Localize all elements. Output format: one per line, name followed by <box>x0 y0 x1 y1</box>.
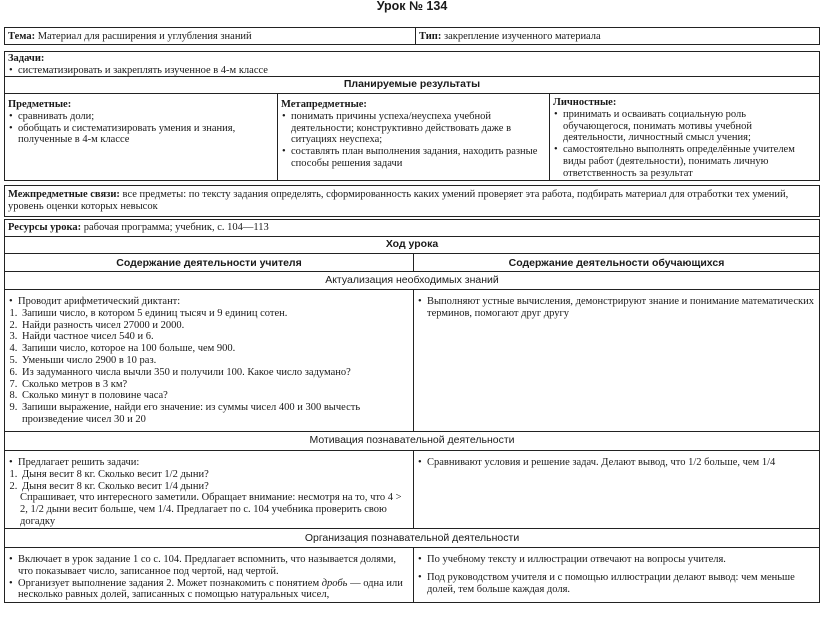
resources-value: рабочая программа; учебник, с. 104—113 <box>83 222 269 233</box>
dictation-list <box>8 308 410 426</box>
meta-item: • понимать причины успеха/неуспеха учебной деятельности; конструктивно действовать даже в ситуациях неуспеха; <box>281 111 546 146</box>
stage2-heading: Мотивация познавательной деятельности <box>309 434 515 446</box>
topic-cell <box>5 28 415 44</box>
interdisciplinary-row <box>4 185 820 217</box>
dictation-item: 3. Найди частное чисел 540 и 6. <box>20 331 410 343</box>
dictation-item: 5. Уменьши число 2900 в 10 раз. <box>20 355 410 367</box>
resources-cell <box>5 220 819 236</box>
tasks-label: Задачи: <box>8 53 45 64</box>
stage1-student-text: • Выполняют устные вычисления, демонстрируют знание и понимание математических терминов, помогают друг другу <box>417 296 816 320</box>
lesson-heading-row <box>4 237 820 254</box>
stage2-heading-row <box>4 432 820 451</box>
stage3-heading-row <box>4 529 820 548</box>
dictation-item: 4. Запиши число, которое на 100 больше, чем 900. <box>20 343 410 355</box>
stage1-student-cell <box>413 290 819 431</box>
subject-item: • сравнивать доли; <box>8 111 274 123</box>
dictation-item: 2. Найди разность чисел 27000 и 2000. <box>20 320 410 332</box>
resources-row <box>4 219 820 237</box>
stage2-student-text: • Сравнивают условия и решение задач. Делают вывод, что 1/2 больше, чем 1/4 <box>417 457 816 469</box>
problem-item: 1. Дыня весит 8 кг. Сколько весит 1/2 дыни? <box>20 469 410 481</box>
stage2-row <box>4 450 820 529</box>
type-label: Тип: <box>419 31 442 42</box>
tasks-item: • систематизировать и закреплять изученное в 4-м классе <box>8 65 816 76</box>
planned-heading-row <box>4 77 820 94</box>
dictation-item: 6. Из задуманного числа вычли 350 и получили 100. Какое число задумано? <box>20 367 410 379</box>
stage2-teacher-intro: • Предлагает решить задачи: <box>8 457 410 469</box>
term-drob: дробь <box>321 577 348 589</box>
type-cell <box>415 28 819 44</box>
stage3-teacher-item2-pre: Организует выполнение задания 2. Может познакомить с понятием <box>18 577 320 589</box>
subject-label: Предметные: <box>8 99 72 110</box>
stage3-student-item: • По учебному тексту и иллюстрации отвечают на вопросы учителя. <box>417 554 816 566</box>
interdisciplinary-cell <box>5 186 819 216</box>
meta-item: • составлять план выполнения задания, находить разные способы решения задачи <box>281 146 546 170</box>
dictation-item: 8. Сколько минут в половине часа? <box>20 390 410 402</box>
stage3-student-item: • Под руководством учителя и с помощью иллюстрации делают вывод: чем меньше долей, тем больше каждая доля. <box>417 572 816 596</box>
stage3-teacher-cell <box>5 548 413 602</box>
dictation-item: 9. Запиши выражение, найди его значение: из суммы чисел 400 и 300 вычесть произведение чисел 30 и 20 <box>20 402 410 426</box>
tasks-cell <box>5 52 819 76</box>
personal-item: • принимать и осваивать социальную роль обучающегося, понимать мотивы учебной деятельности, личностный смысл учения; <box>553 109 816 144</box>
dictation-item: 1. Запиши число, в котором 5 единиц тысяч и 9 единиц сотен. <box>20 308 410 320</box>
tasks-row <box>4 51 820 77</box>
interdisciplinary-value: все предметы: по тексту задания определять, сформированность каких умений проверяет эта работа, подбирать материал для отработки тех умений, уровень оценки которых невысок <box>8 189 789 212</box>
problems-list <box>8 469 410 493</box>
student-column-heading: Содержание деятельности обучающихся <box>413 254 819 271</box>
topic-label: Тема: <box>8 31 36 42</box>
topic-row <box>4 27 820 45</box>
personal-label: Личностные: <box>553 97 617 108</box>
stage2-teacher-note: Спрашивает, что интересного заметили. Обращает внимание: несмотря на то, что 4 > 2, 1/2 дыни весит больше, чем 1/4. Предлагает по с. 104 учебника проверить свою догадку <box>20 492 402 527</box>
stage1-heading: Актуализация необходимых знаний <box>325 274 499 286</box>
page-title: Урок № 134 <box>376 0 448 13</box>
planned-results-row <box>4 93 820 181</box>
lesson-heading: Ход урока <box>385 238 439 250</box>
stage3-student-cell <box>413 548 819 602</box>
meta-results-cell <box>277 94 549 180</box>
problem-item: 2. Дыня весит 8 кг. Сколько весит 1/4 дыни? <box>20 481 410 493</box>
stage3-teacher-item: • Включает в урок задание 1 со с. 104. Предлагает вспомнить, что называется долями, что показывает число, записанное под чертой, над чертой. <box>8 554 410 578</box>
type-value: закрепление изученного материала <box>443 31 601 42</box>
meta-label: Метапредметные: <box>281 99 367 110</box>
stage1-heading-row <box>4 271 820 290</box>
stage2-teacher-cell <box>5 451 413 528</box>
personal-results-cell <box>549 94 819 180</box>
teacher-column-heading: Содержание деятельности учителя <box>116 257 302 269</box>
stage3-heading: Организация познавательной деятельности <box>304 532 520 544</box>
interdisciplinary-label: Межпредметные связи: <box>8 189 120 200</box>
topic-value: Материал для расширения и углубления знаний <box>37 31 252 42</box>
stage1-teacher-intro: • Проводит арифметический диктант: <box>8 296 410 308</box>
stage1-teacher-cell <box>5 290 413 431</box>
stage1-row <box>4 289 820 432</box>
subject-item: • обобщать и систематизировать умения и знания, полученные в 4-м классе <box>8 123 274 147</box>
stage3-row <box>4 547 820 603</box>
stage2-student-cell <box>413 451 819 528</box>
subject-results-cell <box>5 94 277 180</box>
dictation-item: 7. Сколько метров в 3 км? <box>20 379 410 391</box>
personal-item: • самостоятельно выполнять определённые учителем виды работ (деятельности), понимать личную ответственность за результат <box>553 144 816 179</box>
resources-label: Ресурсы урока: <box>8 222 82 233</box>
stage3-teacher-item <box>8 578 410 602</box>
planned-heading: Планируемые результаты <box>343 78 481 90</box>
lesson-columns-row <box>4 253 820 272</box>
stage3-teacher-item2-post: — одна или несколько равных долей, записанных с помощью натуральных чисел, <box>18 577 403 601</box>
